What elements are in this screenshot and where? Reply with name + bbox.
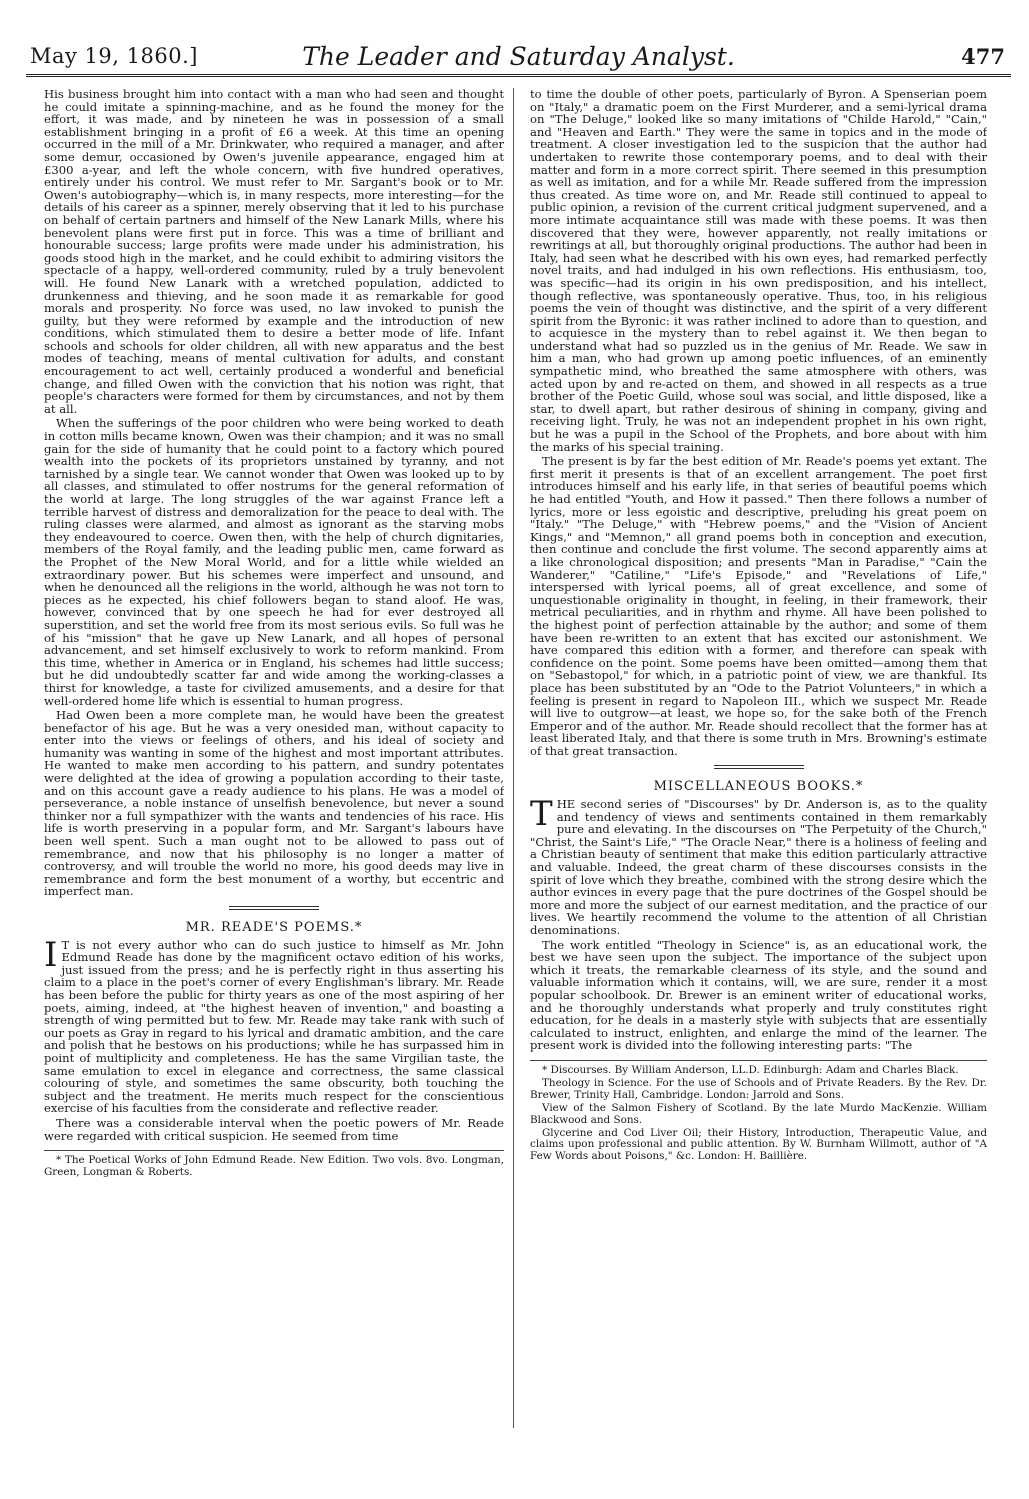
footnote: * Discourses. By William Anderson, LL.D. Edinburgh: Adam and Charles Black. bbox=[542, 1063, 959, 1076]
drop-cap: T bbox=[530, 794, 553, 835]
drop-cap: I bbox=[44, 934, 58, 975]
reade-heading: MR. READE'S POEMS.* bbox=[185, 920, 363, 935]
footnote-rule bbox=[44, 1150, 504, 1151]
footnote-rule bbox=[530, 1060, 987, 1061]
column-divider bbox=[513, 88, 514, 1428]
owen-paragraph: When the sufferings of the poor children who were being worked to death in cotton mills became known, Owen was their champion; and it was no small gain for the side of humanity that he could point to a factory which poured wealth into the pockets of its proprietors unstained by tyranny, and not tarnished by a single tear. We cannot wonder that Owen was looked up to by all classes, and stimulated to offer nostrums for the general reformation of the world at large. The long struggles of the war against France left a terrible harvest of distress and demoralization for the peace to deal with. The ruling classes were alarmed, and almost as ignorant as the starving mobs they endeavoured to coerce. Owen then, with the help of church dignitaries, members of the Royal family, and the leading public men, came forward as the Prophet of the New Moral World, and for a little while wielded an extraordinary power. But his schemes were imperfect and unsound, and when he denounced all the religions in the world, although he was not torn to pieces as he expected, his chief followers began to stand aloof. He was, however, convinced that by one speech he had for ever destroyed all superstition, and set the world free from its most serious evils. So full was he of his "mission" that he gave up New Lanark, and all hopes of personal advancement, and set himself exclusively to work to reform mankind. From this time, whether in America or in England, his schemes had little success; but he did undoubtedly scatter far and wide among the working-classes a thirst for knowledge, a taste for civilized amusements, and a desire for that well-ordered home life which is essential to human progress. bbox=[44, 416, 504, 708]
reade-paragraph: There was a considerable interval when the poetic powers of Mr. Reade were regarded with critical suspicion. He seemed from time bbox=[44, 1115, 504, 1143]
reade-paragraph: to time the double of other poets, particularly of Byron. A Spenserian poem on "Italy," a dramatic poem on the First Murderer, and a semi-lyrical drama on "The Deluge," looked like so many imitations of "Childe Harold," "Cain," and "Heaven and Earth." They were the same in topics and in the mode of treatment. A closer investigation led to the suspicion that the author had undertaken to rewrite those contemporary poems, and to deal with their matter and form in a more correct spirit. There seemed in this presumption as well as imitation, and for a while Mr. Reade suffered from the impression thus created. As time wore on, and Mr. Reade still continued to appeal to public opinion, a revision of the current critical judgment supervened, and a more intimate acquaintance still was made with these poems. It was then discovered that they were, however apparently, not really imitations or rewritings at all, but thoroughly original productions. The author had been in Italy, had seen what he described with his own eyes, had remarked perfectly novel traits, and had indulged in his own reflections. His enthusiasm, too, was specific—had its origin in his own predisposition, and his intellect, though reflective, was spontaneously operative. Thus, too, in his religious poems the vein of thought was distinctive, and the spirit of a very different spirit from the Byronic: it was rather inclined to adore than to question, and to acquiesce in the mystery than to rebel against it. We then began to understand what had so puzzled us in the genius of Mr. Reade. We saw in him a man, who had grown up among poetic influences, of an eminently sympathetic mind, who breathed the same atmosphere with others, was acted upon by and re-acted on them, and showed in all respects as a true brother of the Poetic Guild, whose soul was social, and little disposed, like a star, to dwell apart, but rather desirous of shining in company, giving and receiving light. Truly, he was not an independent prophet in his own right, but he was a pupil in the School of the Prophets, and bore about with him the marks of his special training. bbox=[530, 88, 987, 454]
section-rule bbox=[714, 765, 804, 769]
reade-paragraph: I T is not every author who can do such justice to himself as Mr. John Edmund Reade has done by the magnificent octavo edition of his works, just issued from the press; and he is perfectly right in thus asserting his claim to a place in the poet's corner of every Englishman's library. Mr. Reade has been before the public for thirty years as one of the most aspiring of her poets, aiming, indeed, at "the highest heaven of invention," and boasting a strength of wing permitted but to few. Mr. Reade may take rank with such of our poets as Gray in regard to his lyrical and dramatic ambition, and the care and polish that he bestows on his productions; while he has surpassed him in point of multiplicity and completeness. He has the same Virgilian taste, the same emulation to excel in elegance and correctness, the same classical colouring of style, and sometimes the same obscurity, both touching the subject and the treatment. He merits much respect for the conscientious exercise of his faculties from the considerate and reflective reader. bbox=[44, 934, 504, 1116]
publication-title: The Leader and Saturday Analyst. bbox=[302, 42, 735, 71]
page-number: 477 bbox=[961, 44, 1005, 69]
misc-paragraph: The work entitled "Theology in Science" is, as an educational work, the best we have seen upon the subject. The importance of the subject upon which it treats, the remarkable clearness of its style, and the sound and valuable information which it contains, will, we are sure, render it a most popular schoolbook. Dr. Brewer is an eminent writer of educational works, and he thoroughly understands what properly and truly constitutes right education, for he deals in a masterly style with subjects that are essentially calculated to instruct, enlighten, and enlarge the mind of the learner. The present work is divided into the following interesting parts: "The bbox=[530, 937, 987, 1053]
right-column bbox=[530, 88, 987, 1478]
footnote: Theology in Science. For the use of Schools and of Private Readers. By the Rev. Dr. Brewer, Trinity Hall, Cambridge. London: Jarrold and Sons. bbox=[530, 1077, 987, 1101]
footnote: Glycerine and Cod Liver Oil; their History, Introduction, Therapeutic Value, and claims upon professional and public attention. By W. Burnham Willmott, author of "A Few Words about Poisons," &c. London: H. Baillière. bbox=[530, 1126, 987, 1162]
misc-paragraph: THE second series of "Discourses" by Dr. Anderson is, as to the quality and tendency of views and sentiments contained in them remarkably pure and elevating. In the discourses on "The Perpetuity of the Church," "Christ, the Saint's Life," "The Oracle Near," there is a holiness of feeling and a Christian beauty of sentiment that make this edition particularly attractive and valuable. Indeed, the great charm of these discourses consists in the spirit of love which they breathe, combined with the strong desire which the author evinces in every page that the pure doctrines of the Gospel should be more and more the subject of our earnest meditation, and the practice of our lives. We heartily recommend the volume to the attention of all Christian denominations. bbox=[530, 794, 987, 937]
reade-paragraph: The present is by far the best edition of Mr. Reade's poems yet extant. The first merit it presents is that of an excellent arrangement. The poet first introduces himself and his early life, in that series of beautiful poems which he had entitled "Youth, and How it passed." Then there follows a number of lyrics, more or less egoistic and descriptive, preluding his great poem on "Italy." "The Deluge," with "Hebrew poems," and the "Vision of Ancient Kings," and "Memnon," all grand poems both in conception and execution, then continue and conclude the first volume. The second apparently aims at a like chronological disposition; and presents "Man in Paradise," "Cain the Wanderer," "Catiline," "Life's Episode," and "Revelations of Life," interspersed with lyrical poems, all of great excellence, and some of unquestionable originality in thought, in feeling, in their framework, their metrical peculiarities, and in rhythm and rhyme. All have been polished to the highest point of perfection attainable by the author; and some of them have been re-written to an extent that has excited our astonishment. We have compared this edition with a former, and therefore can speak with confidence on the point. Some poems have been omitted—among them that on "Sebastopol," for which, in a patriotic point of view, we are thankful. Its place has been substituted by an "Ode to the Patriot Volunteers," in which a feeling is present in regard to Napoleon III., which we suspect Mr. Reade will live to outgrow—at least, we hope so, for the sake both of the French Emperor and of the author. Mr. Reade should recollect that the former has at least liberated Italy, and that there is some truth in Mrs. Browning's estimate of that great transaction. bbox=[530, 454, 987, 758]
section-rule bbox=[229, 906, 319, 910]
owen-paragraph: His business brought him into contact with a man who had seen and thought he could imitate a spinning-machine, and as he found the money for the effort, it was made, and by nineteen he was in possession of a small establishment bringing in a profit of £6 a week. At this time an opening occurred in the mill of a Mr. Drinkwater, who required a manager, and after some demur, occasioned by Owen's juvenile appearance, engaged him at £300 a-year, and left the whole concern, with five hundred operatives, entirely under his control. We must refer to Mr. Sargant's book or to Mr. Owen's autobiography—which is, in many respects, more interesting—for the details of his career as a spinner, merely observing that it led to his purchase on behalf of certain partners and himself of the New Lanark Mills, where his benevolent plans were first put in force. This was a time of brilliant and honourable success; large profits were made under his administration, his goods stood high in the market, and he could exhibit to admiring visitors the spectacle of a happy, well-ordered community, ruled by a truly benevolent will. He found New Lanark with a wretched population, addicted to drunkenness and thieving, and he soon made it as remarkable for good morals and prosperity. No force was used, no law invoked to punish the guilty, but they were reformed by example and the introduction of new conditions, which stimulated them to desire a better mode of life. Infant schools and schools for older children, all with new apparatus and the best modes of teaching, means of mental cultivation for adults, and constant encouragement to act well, certainly produced a wonderful and beneficial change, and filled Owen with the conviction that his notion was right, that people's characters were formed for them by circumstances, and not by them at all. bbox=[44, 88, 504, 416]
misc-heading: MISCELLANEOUS BOOKS.* bbox=[653, 779, 864, 795]
footnote: View of the Salmon Fishery of Scotland. By the late Murdo MacKenzie. William Blackwood and Sons. bbox=[530, 1102, 987, 1126]
issue-date: May 19, 1860.] bbox=[30, 44, 198, 68]
owen-paragraph: Had Owen been a more complete man, he would have been the greatest benefactor of his age. But he was a very onesided man, without capacity to enter into the views or feelings of others, and his ideal of society and humanity was wanting in some of the highest and most important attributes. He wanted to make men according to his pattern, and sundry potentates were delighted at the idea of growing a population according to their taste, and on this account gave a ready audience to his plans. He was a model of perseverance, a noble instance of unselfish benevolence, but never a sound thinker nor a full sympathizer with the wants and tendencies of his race. His life is worth preserving in a popular form, and Mr. Sargant's labours have been well spent. Such a man ought not to be allowed to pass out of remembrance, and now that his philosophy is no longer a matter of controversy, and will trouble the world no more, his good deeds may live in remembrance and form the best monument of a worthy, but eccentric and imperfect man. bbox=[44, 708, 504, 899]
masthead bbox=[26, 40, 1011, 77]
left-column bbox=[44, 88, 504, 1478]
footnote: * The Poetical Works of John Edmund Reade. New Edition. Two vols. 8vo. Longman, Green, Longman & Roberts. bbox=[44, 1154, 504, 1178]
